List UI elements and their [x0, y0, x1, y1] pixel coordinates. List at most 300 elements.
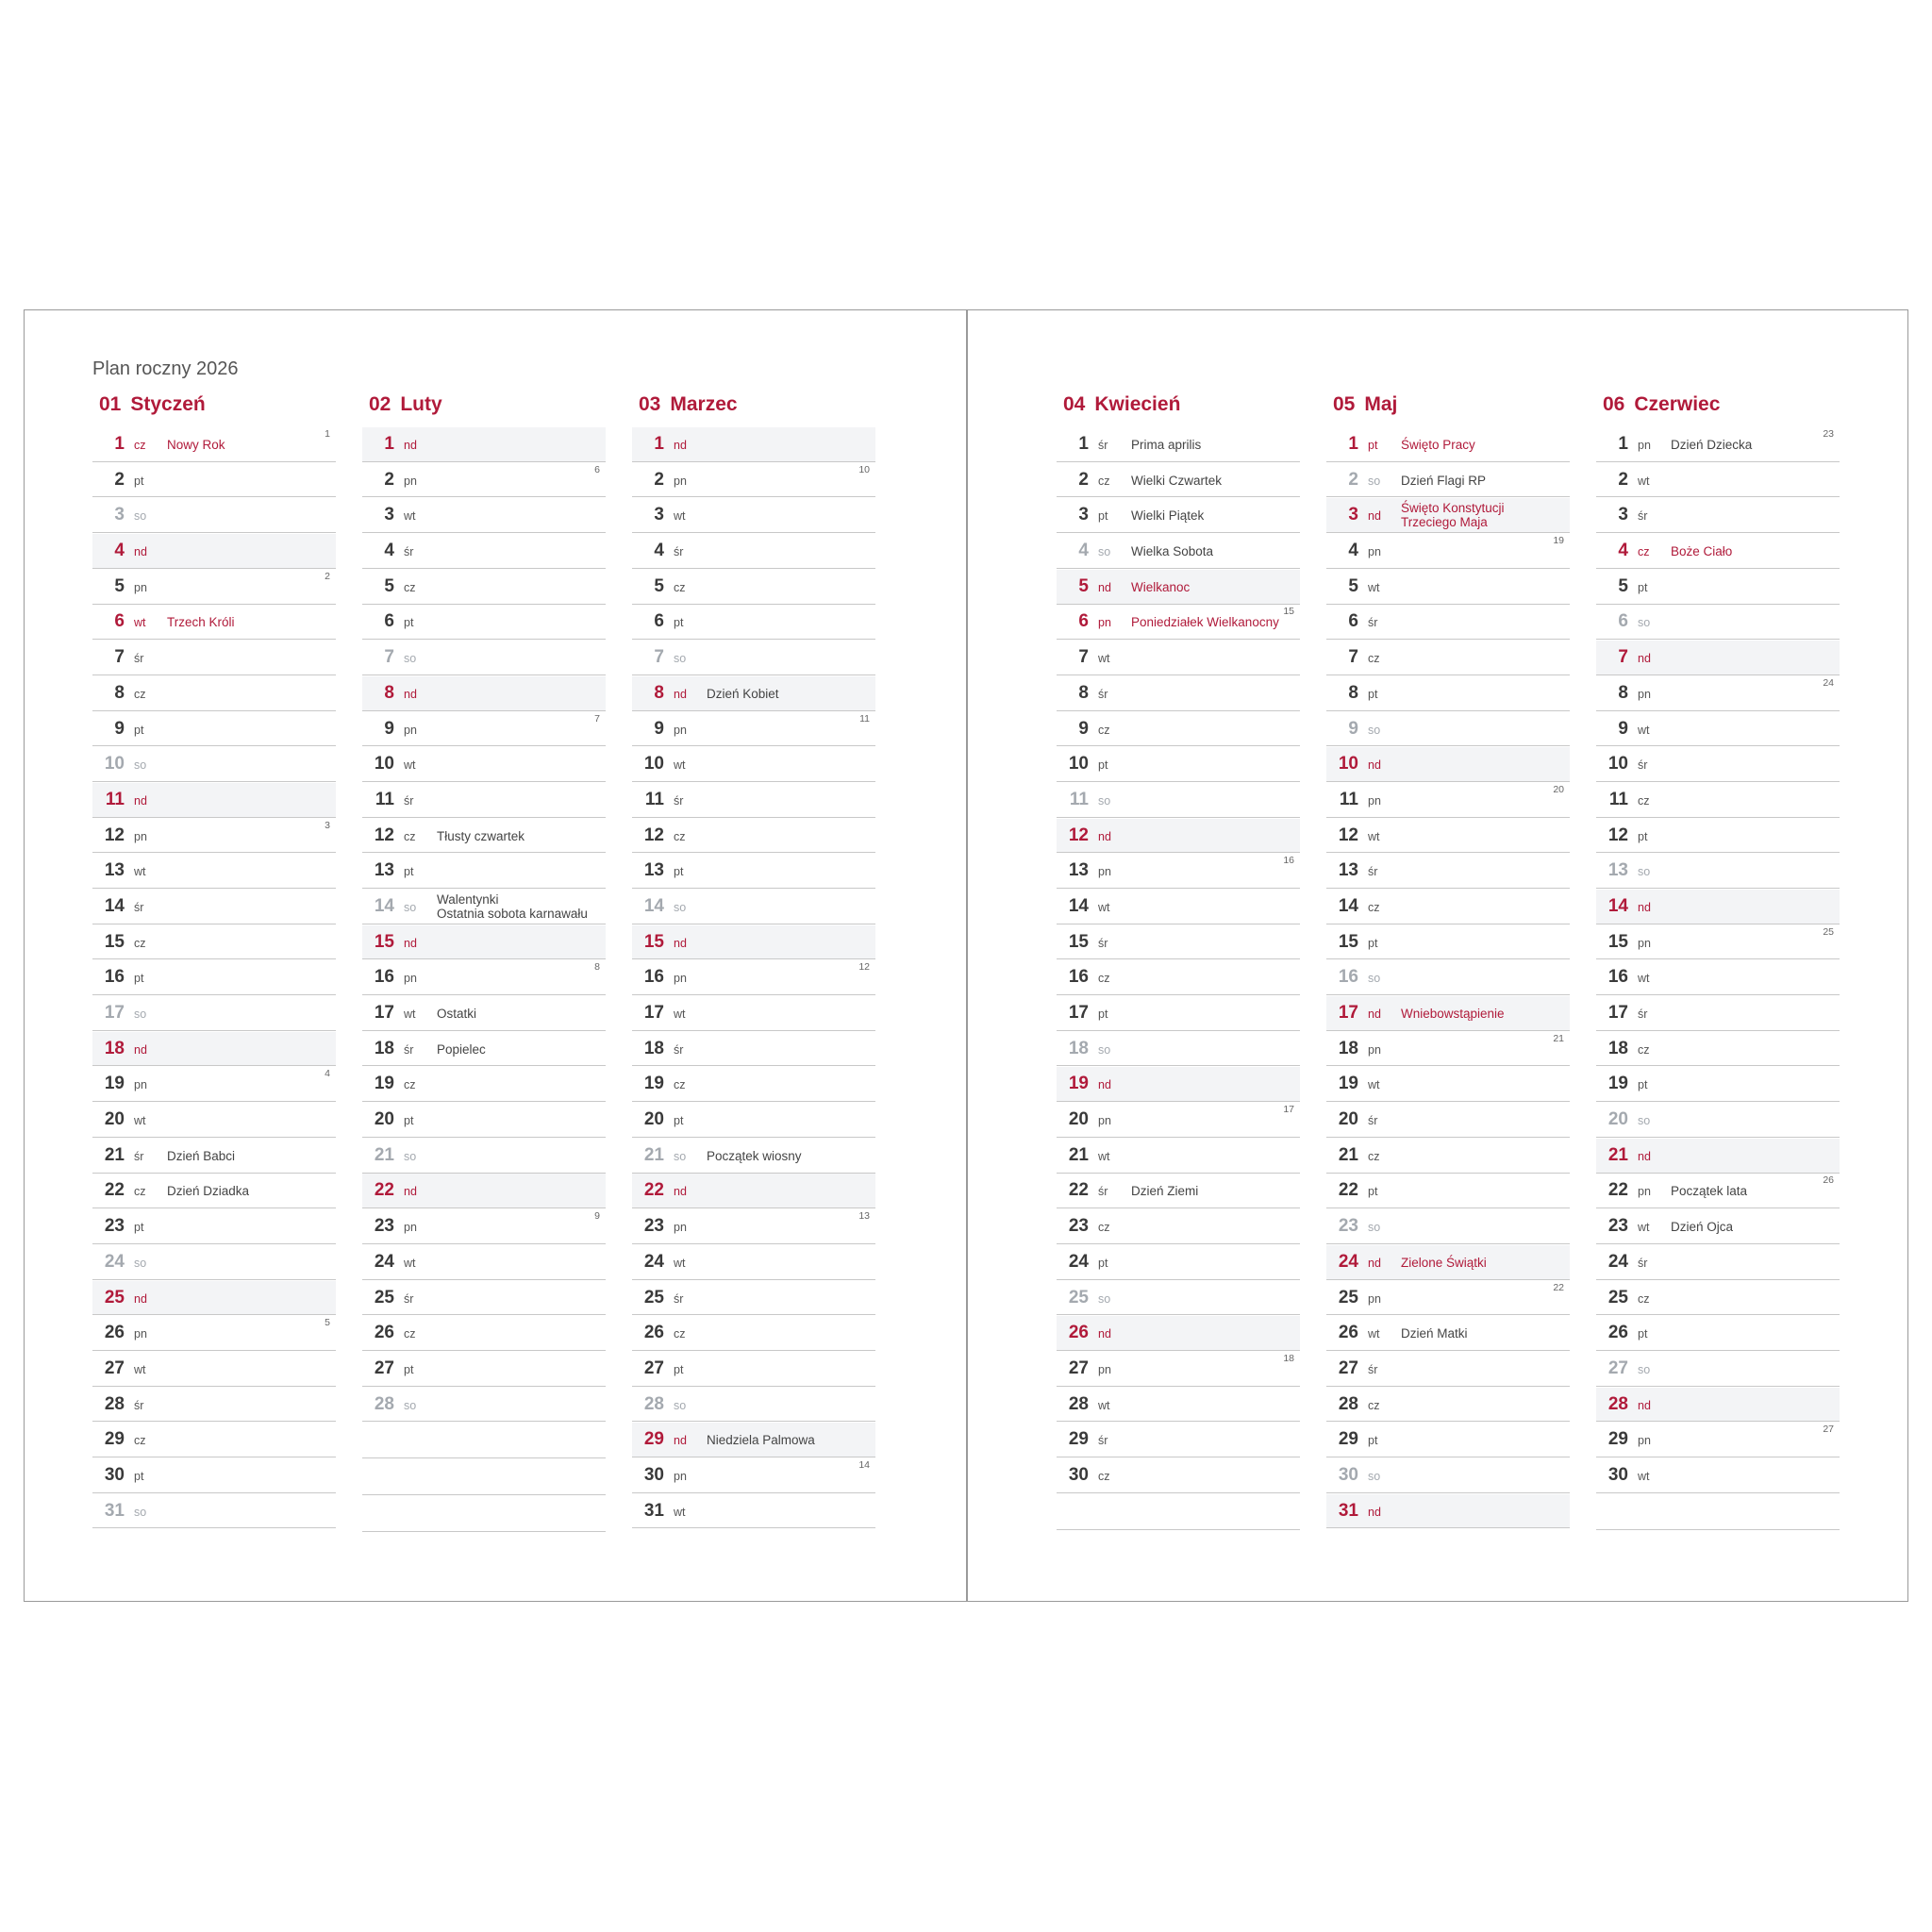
day-row — [632, 1423, 875, 1457]
weekday-abbr: pt — [404, 1362, 414, 1376]
day-number: 23 — [104, 1216, 125, 1237]
day-number: 28 — [104, 1393, 125, 1414]
event-label — [707, 1139, 802, 1174]
day-row — [632, 854, 875, 889]
day-number: 11 — [105, 789, 125, 809]
day-number: 5 — [384, 575, 394, 596]
weekday-abbr: pt — [134, 474, 144, 488]
day-number: 24 — [1607, 1251, 1628, 1272]
day-row — [1057, 1388, 1300, 1423]
event-line: Dzień Ojca — [1671, 1220, 1734, 1235]
weekday-abbr: cz — [404, 1327, 416, 1341]
weekday-abbr: wt — [674, 1008, 686, 1021]
day-row — [1326, 925, 1570, 960]
day-number: 31 — [643, 1500, 664, 1521]
day-number: 13 — [374, 860, 394, 881]
event-label — [167, 427, 225, 463]
day-number: 2 — [384, 469, 394, 490]
day-number: 16 — [1068, 967, 1089, 988]
weekday-abbr: pt — [1368, 936, 1378, 950]
day-row — [632, 960, 875, 995]
day-row — [92, 925, 336, 960]
day-number: 1 — [384, 434, 394, 454]
day-number: 1 — [654, 434, 664, 454]
day-number: 24 — [1068, 1251, 1089, 1272]
day-number: 25 — [643, 1287, 664, 1307]
weekday-abbr: śr — [134, 1398, 144, 1412]
week-number: 6 — [594, 463, 600, 475]
day-row — [1326, 1281, 1570, 1316]
day-row — [1326, 534, 1570, 569]
day-row — [632, 1388, 875, 1423]
day-number: 6 — [1618, 611, 1628, 632]
day-number: 29 — [1607, 1429, 1628, 1450]
day-number: 30 — [104, 1464, 125, 1485]
weekday-abbr: so — [404, 1149, 417, 1163]
day-row — [1326, 960, 1570, 995]
day-number: 29 — [104, 1429, 125, 1450]
weekday-abbr: so — [1098, 1291, 1111, 1306]
day-row — [362, 641, 606, 675]
day-number: 2 — [654, 469, 664, 490]
day-number: 16 — [374, 967, 394, 988]
day-row — [92, 819, 336, 854]
weekday-abbr: nd — [1638, 652, 1651, 666]
day-number: 25 — [374, 1287, 394, 1307]
day-number: 3 — [1618, 505, 1628, 525]
weekday-abbr: wt — [1638, 723, 1650, 737]
day-number: 9 — [1618, 718, 1628, 739]
day-number: 1 — [1348, 434, 1358, 454]
weekday-abbr: wt — [134, 865, 146, 879]
day-number: 24 — [1338, 1251, 1358, 1272]
day-number: 25 — [1338, 1287, 1358, 1307]
day-row — [1326, 641, 1570, 675]
weekday-abbr: pt — [1368, 1434, 1378, 1448]
day-row — [1057, 570, 1300, 605]
day-row — [362, 890, 606, 924]
day-row — [632, 996, 875, 1031]
weekday-abbr: pn — [134, 580, 147, 594]
weekday-abbr: pt — [1098, 509, 1108, 524]
weekday-abbr: pt — [134, 1221, 144, 1235]
day-number: 22 — [1338, 1180, 1358, 1201]
day-row — [362, 783, 606, 818]
month-column-maj — [1326, 391, 1570, 1529]
day-number: 27 — [643, 1357, 664, 1378]
weekday-abbr: śr — [404, 1042, 414, 1057]
day-row — [1596, 712, 1840, 747]
week-number: 17 — [1283, 1104, 1294, 1116]
weekday-abbr: wt — [404, 509, 416, 524]
day-row — [1057, 534, 1300, 569]
day-row — [92, 1423, 336, 1457]
day-number: 27 — [374, 1357, 394, 1378]
day-row — [1326, 747, 1570, 782]
day-row — [1596, 498, 1840, 533]
weekday-abbr: pn — [674, 474, 687, 488]
month-header — [632, 391, 875, 427]
weekday-abbr: śr — [1638, 509, 1648, 524]
weekday-abbr: wt — [1368, 829, 1380, 843]
event-label — [437, 996, 476, 1032]
day-row — [1057, 498, 1300, 533]
event-label — [1131, 427, 1201, 463]
day-number: 9 — [384, 718, 394, 739]
week-number: 4 — [325, 1068, 330, 1080]
event-label — [1401, 996, 1505, 1032]
event-line: Wielka Sobota — [1131, 544, 1214, 559]
day-row — [1596, 783, 1840, 818]
weekday-abbr: pt — [1638, 1078, 1648, 1092]
day-row — [1596, 819, 1840, 854]
month-number: 06 — [1603, 393, 1625, 415]
week-number: 23 — [1823, 428, 1834, 440]
weekday-abbr: śr — [1368, 1114, 1378, 1128]
weekday-abbr: śr — [1368, 1362, 1378, 1376]
day-row — [632, 1316, 875, 1351]
day-number: 11 — [1339, 789, 1358, 809]
day-row — [1057, 1209, 1300, 1244]
weekday-abbr: so — [404, 1398, 417, 1412]
day-number: 12 — [1068, 824, 1089, 845]
day-number: 14 — [104, 895, 125, 916]
weekday-abbr: wt — [134, 1114, 146, 1128]
day-number: 5 — [1078, 575, 1089, 596]
month-header — [1596, 391, 1840, 427]
day-row — [1057, 783, 1300, 818]
day-row — [1596, 1245, 1840, 1280]
weekday-abbr: pn — [134, 829, 147, 843]
day-row — [362, 1103, 606, 1138]
day-number: 22 — [643, 1180, 664, 1201]
day-number: 19 — [1607, 1074, 1628, 1094]
month-column-czerwiec — [1596, 391, 1840, 1531]
day-row — [1326, 783, 1570, 818]
day-number: 13 — [643, 860, 664, 881]
week-number: 3 — [325, 819, 330, 831]
day-number: 26 — [1338, 1323, 1358, 1343]
day-number: 10 — [104, 754, 125, 774]
week-number: 5 — [325, 1317, 330, 1329]
weekday-abbr: śr — [1638, 758, 1648, 773]
day-number: 23 — [643, 1216, 664, 1237]
day-row — [92, 712, 336, 747]
event-line: Wielki Czwartek — [1131, 473, 1223, 488]
weekday-abbr: śr — [134, 900, 144, 914]
day-number: 8 — [654, 682, 664, 703]
day-row — [92, 854, 336, 889]
day-number: 8 — [114, 682, 125, 703]
day-row — [92, 1174, 336, 1208]
weekday-abbr: so — [674, 652, 687, 666]
weekday-abbr: pn — [134, 1327, 147, 1341]
day-number: 18 — [1338, 1038, 1358, 1058]
day-row — [1326, 712, 1570, 747]
weekday-abbr: śr — [674, 1291, 684, 1306]
day-number: 19 — [643, 1074, 664, 1094]
day-row — [1596, 1388, 1840, 1423]
day-row — [1326, 570, 1570, 605]
day-row — [632, 1494, 875, 1529]
day-number: 7 — [654, 647, 664, 668]
day-row — [1596, 747, 1840, 782]
event-line: Prima aprilis — [1131, 438, 1202, 452]
week-number: 15 — [1283, 606, 1294, 618]
day-number: 3 — [1078, 505, 1089, 525]
weekday-abbr: cz — [1638, 793, 1650, 808]
weekday-abbr: cz — [674, 1327, 686, 1341]
day-number: 9 — [654, 718, 664, 739]
day-row — [1326, 605, 1570, 640]
week-number: 7 — [594, 712, 600, 724]
day-row — [632, 1032, 875, 1067]
weekday-abbr: so — [134, 1008, 147, 1021]
day-number: 4 — [384, 541, 394, 561]
weekday-abbr: nd — [1638, 1398, 1651, 1412]
event-line: Początek wiosny — [707, 1148, 802, 1163]
day-number: 26 — [104, 1323, 125, 1343]
day-row — [632, 534, 875, 569]
day-number: 4 — [1348, 541, 1358, 561]
day-number: 23 — [1068, 1216, 1089, 1237]
day-row — [1326, 1494, 1570, 1529]
event-line: Tłusty czwartek — [437, 828, 525, 843]
weekday-abbr: wt — [1098, 1149, 1110, 1163]
weekday-abbr: nd — [1098, 829, 1111, 843]
event-line: Święto Konstytucji — [1401, 501, 1505, 516]
day-row — [362, 1281, 606, 1316]
weekday-abbr: so — [674, 1398, 687, 1412]
day-number: 20 — [104, 1109, 125, 1130]
event-line: Dzień Dziecka — [1671, 438, 1753, 452]
day-row — [92, 534, 336, 569]
day-row — [362, 1067, 606, 1102]
weekday-abbr: pn — [1098, 616, 1111, 630]
week-number: 27 — [1823, 1424, 1834, 1436]
weekday-abbr: nd — [134, 545, 147, 559]
day-number: 31 — [1338, 1500, 1358, 1521]
day-row — [362, 960, 606, 995]
event-line: Wniebowstąpienie — [1401, 1007, 1505, 1021]
day-number: 14 — [643, 895, 664, 916]
day-row — [1057, 676, 1300, 711]
weekday-abbr: pn — [674, 723, 687, 737]
day-row — [1596, 1139, 1840, 1174]
month-name: Styczeń — [130, 393, 206, 415]
day-row — [1326, 1174, 1570, 1208]
day-number: 7 — [1348, 647, 1358, 668]
event-label — [1131, 463, 1222, 499]
day-row — [362, 996, 606, 1031]
day-number: 13 — [1607, 860, 1628, 881]
weekday-abbr: śr — [674, 545, 684, 559]
day-number: 23 — [1607, 1216, 1628, 1237]
empty-row — [362, 1496, 606, 1532]
weekday-abbr: cz — [1638, 1291, 1650, 1306]
day-number: 10 — [1338, 754, 1358, 774]
weekday-abbr: nd — [674, 687, 687, 701]
day-number: 5 — [114, 575, 125, 596]
weekday-abbr: nd — [404, 687, 417, 701]
weekday-abbr: pt — [404, 616, 414, 630]
day-row — [632, 641, 875, 675]
day-number: 4 — [114, 541, 125, 561]
day-row — [362, 1245, 606, 1280]
day-number: 17 — [1338, 1003, 1358, 1023]
weekday-abbr: so — [1638, 1114, 1651, 1128]
week-number: 8 — [594, 961, 600, 974]
day-number: 10 — [643, 754, 664, 774]
day-row — [362, 925, 606, 960]
day-row — [92, 641, 336, 675]
day-row — [92, 1103, 336, 1138]
day-row — [1596, 996, 1840, 1031]
month-name: Luty — [400, 393, 442, 415]
weekday-abbr: pn — [134, 1078, 147, 1092]
weekday-abbr: śr — [1098, 1185, 1108, 1199]
day-number: 26 — [1068, 1323, 1089, 1343]
month-header — [1057, 391, 1300, 427]
day-row — [1057, 1174, 1300, 1208]
weekday-abbr: nd — [1098, 580, 1111, 594]
day-number: 28 — [374, 1393, 394, 1414]
day-number: 12 — [104, 824, 125, 845]
weekday-abbr: śr — [1098, 936, 1108, 950]
weekday-abbr: cz — [1098, 972, 1110, 986]
weekday-abbr: pn — [674, 1221, 687, 1235]
day-row — [632, 925, 875, 960]
week-number: 14 — [858, 1458, 870, 1471]
day-number: 22 — [104, 1180, 125, 1201]
day-row — [92, 463, 336, 498]
day-row — [92, 1281, 336, 1316]
weekday-abbr: cz — [1368, 900, 1380, 914]
day-row — [1326, 463, 1570, 498]
weekday-abbr: cz — [1098, 1469, 1110, 1483]
weekday-abbr: śr — [1368, 616, 1378, 630]
day-row — [1057, 427, 1300, 462]
month-column-luty — [362, 391, 606, 1533]
weekday-abbr: pn — [404, 723, 417, 737]
day-number: 3 — [654, 505, 664, 525]
day-number: 27 — [104, 1357, 125, 1378]
day-row — [1057, 1067, 1300, 1102]
day-number: 15 — [104, 931, 125, 952]
event-line: Początek lata — [1671, 1184, 1748, 1199]
day-number: 30 — [643, 1464, 664, 1485]
day-row — [1326, 1139, 1570, 1174]
day-row — [632, 605, 875, 640]
weekday-abbr: so — [134, 758, 147, 773]
day-row — [362, 854, 606, 889]
day-number: 21 — [1607, 1144, 1628, 1165]
day-row — [1596, 463, 1840, 498]
day-row — [1326, 676, 1570, 711]
day-number: 10 — [1607, 754, 1628, 774]
page-spine — [966, 309, 968, 1602]
day-number: 2 — [114, 469, 125, 490]
day-number: 27 — [1607, 1357, 1628, 1378]
day-row — [1596, 1103, 1840, 1138]
day-row — [92, 1067, 336, 1102]
weekday-abbr: cz — [1368, 1149, 1380, 1163]
day-number: 19 — [104, 1074, 125, 1094]
day-number: 28 — [643, 1393, 664, 1414]
weekday-abbr: cz — [404, 1078, 416, 1092]
weekday-abbr: nd — [1368, 1505, 1381, 1519]
day-row — [1057, 1103, 1300, 1138]
weekday-abbr: cz — [1098, 474, 1110, 488]
event-label — [437, 892, 588, 921]
day-number: 15 — [374, 931, 394, 952]
day-row — [1057, 1245, 1300, 1280]
day-number: 8 — [1348, 682, 1358, 703]
day-row — [632, 783, 875, 818]
weekday-abbr: wt — [674, 1256, 686, 1270]
weekday-abbr: nd — [1368, 1256, 1381, 1270]
day-row — [1057, 747, 1300, 782]
day-number: 9 — [114, 718, 125, 739]
day-row — [632, 570, 875, 605]
day-row — [1057, 463, 1300, 498]
weekday-abbr: so — [1368, 474, 1381, 488]
weekday-abbr: pt — [1098, 758, 1108, 773]
day-number: 21 — [104, 1144, 125, 1165]
weekday-abbr: pn — [1368, 793, 1381, 808]
day-row — [1596, 605, 1840, 640]
day-number: 22 — [1068, 1180, 1089, 1201]
month-number: 03 — [639, 393, 661, 415]
day-row — [362, 712, 606, 747]
event-line: Trzeciego Maja — [1401, 515, 1488, 530]
month-name: Czerwiec — [1634, 393, 1721, 415]
day-number: 14 — [1607, 895, 1628, 916]
day-number: 12 — [643, 824, 664, 845]
day-number: 19 — [1068, 1074, 1089, 1094]
month-column-styczen — [92, 391, 336, 1529]
day-row — [362, 747, 606, 782]
weekday-abbr: pt — [1368, 1185, 1378, 1199]
weekday-abbr: pn — [674, 1469, 687, 1483]
weekday-abbr: cz — [674, 1078, 686, 1092]
month-number: 02 — [369, 393, 391, 415]
weekday-abbr: pt — [134, 972, 144, 986]
day-row — [1596, 1458, 1840, 1493]
day-number: 15 — [1068, 931, 1089, 952]
weekday-abbr: pn — [1638, 687, 1651, 701]
day-row — [362, 534, 606, 569]
day-row — [1596, 1209, 1840, 1244]
day-number: 4 — [1618, 541, 1628, 561]
weekday-abbr: pt — [404, 1114, 414, 1128]
weekday-abbr: cz — [1638, 545, 1650, 559]
month-header — [92, 391, 336, 427]
weekday-abbr: pt — [134, 1469, 144, 1483]
weekday-abbr: nd — [404, 1185, 417, 1199]
weekday-abbr: so — [1368, 1469, 1381, 1483]
weekday-abbr: nd — [1368, 758, 1381, 773]
event-line: Trzech Króli — [167, 615, 235, 630]
event-line: Dzień Babci — [167, 1148, 236, 1163]
day-row — [362, 463, 606, 498]
day-row — [1057, 996, 1300, 1031]
day-number: 4 — [1078, 541, 1089, 561]
day-row — [92, 783, 336, 818]
day-row — [1326, 1352, 1570, 1387]
week-number: 21 — [1553, 1032, 1564, 1044]
day-number: 21 — [643, 1144, 664, 1165]
